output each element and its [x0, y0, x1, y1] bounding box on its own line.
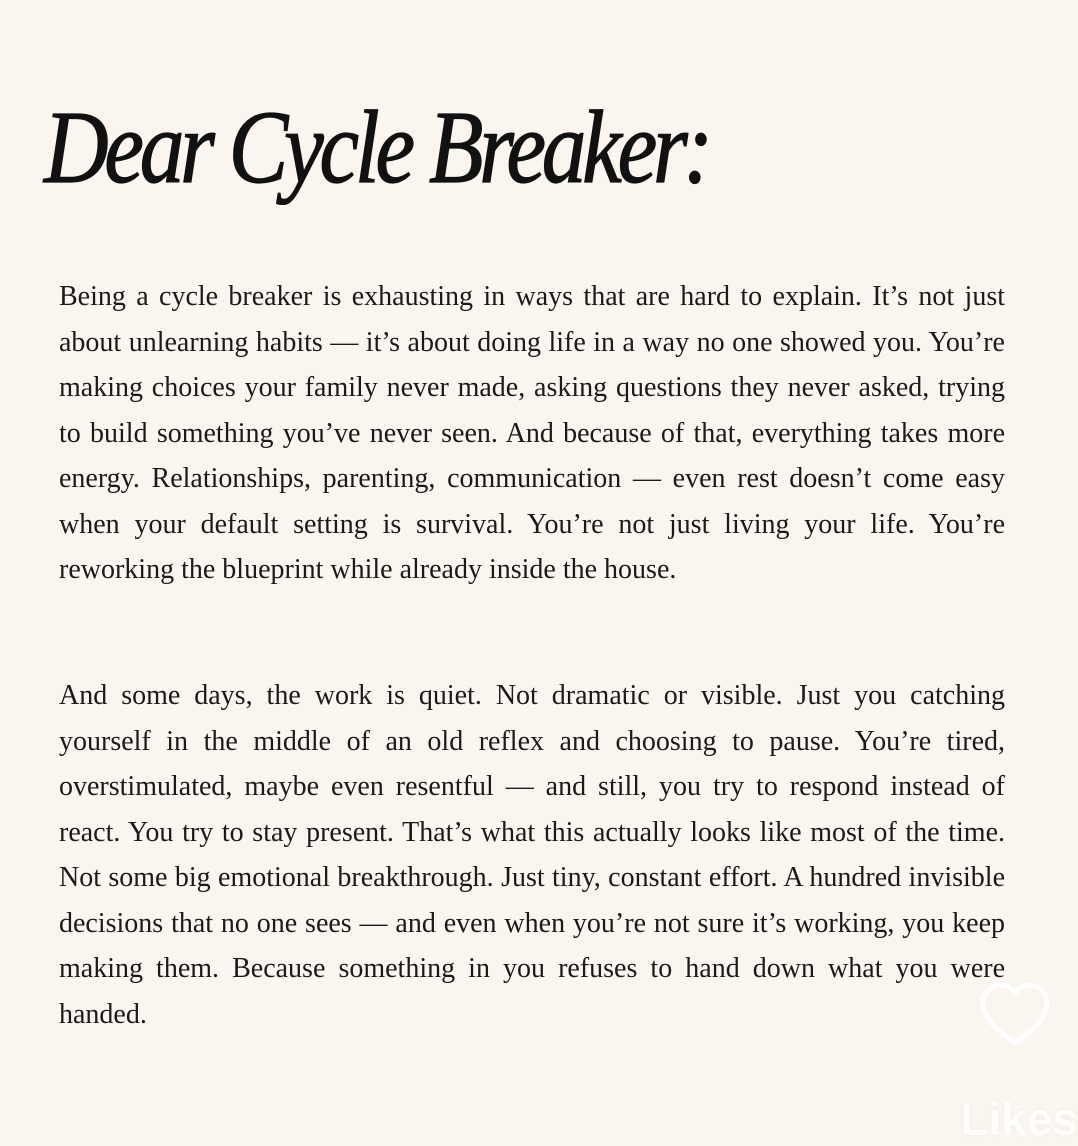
heart-outline-icon[interactable] — [975, 975, 1055, 1055]
post-title: Dear Cycle Breaker: — [44, 90, 709, 205]
paragraph-1: Being a cycle breaker is exhausting in ways that are hard to explain. It’s not just about unlearning habits — it’s about doing life in a way no one showed you. You’re making choices your family never made, asking questions they never asked, trying to build something you’ve never seen. And because of that, everything takes more energy. Relationships, parenting, communication — even rest doesn’t come easy when your default setting is survival. You’re not just living your life. You’re reworking the blueprint while already inside the house. — [59, 281, 1005, 585]
likes-label[interactable]: Likes — [960, 1093, 1078, 1145]
paragraph-2: And some days, the work is quiet. Not dramatic or visible. Just you catching yourself in the middle of an old reflex and choosing to pause. You’re tired, overstimulated, maybe even resentful — and still, you try to respond instead of react. You try to stay present. That’s what this actually looks like most of the time. Not some big emotional breakthrough. Just tiny, constant effort. A hundred invisible decisions that no one sees — and even when you’re not sure it’s working, you keep making them. Because something in you refuses to hand down what you were handed. — [59, 680, 1005, 1030]
